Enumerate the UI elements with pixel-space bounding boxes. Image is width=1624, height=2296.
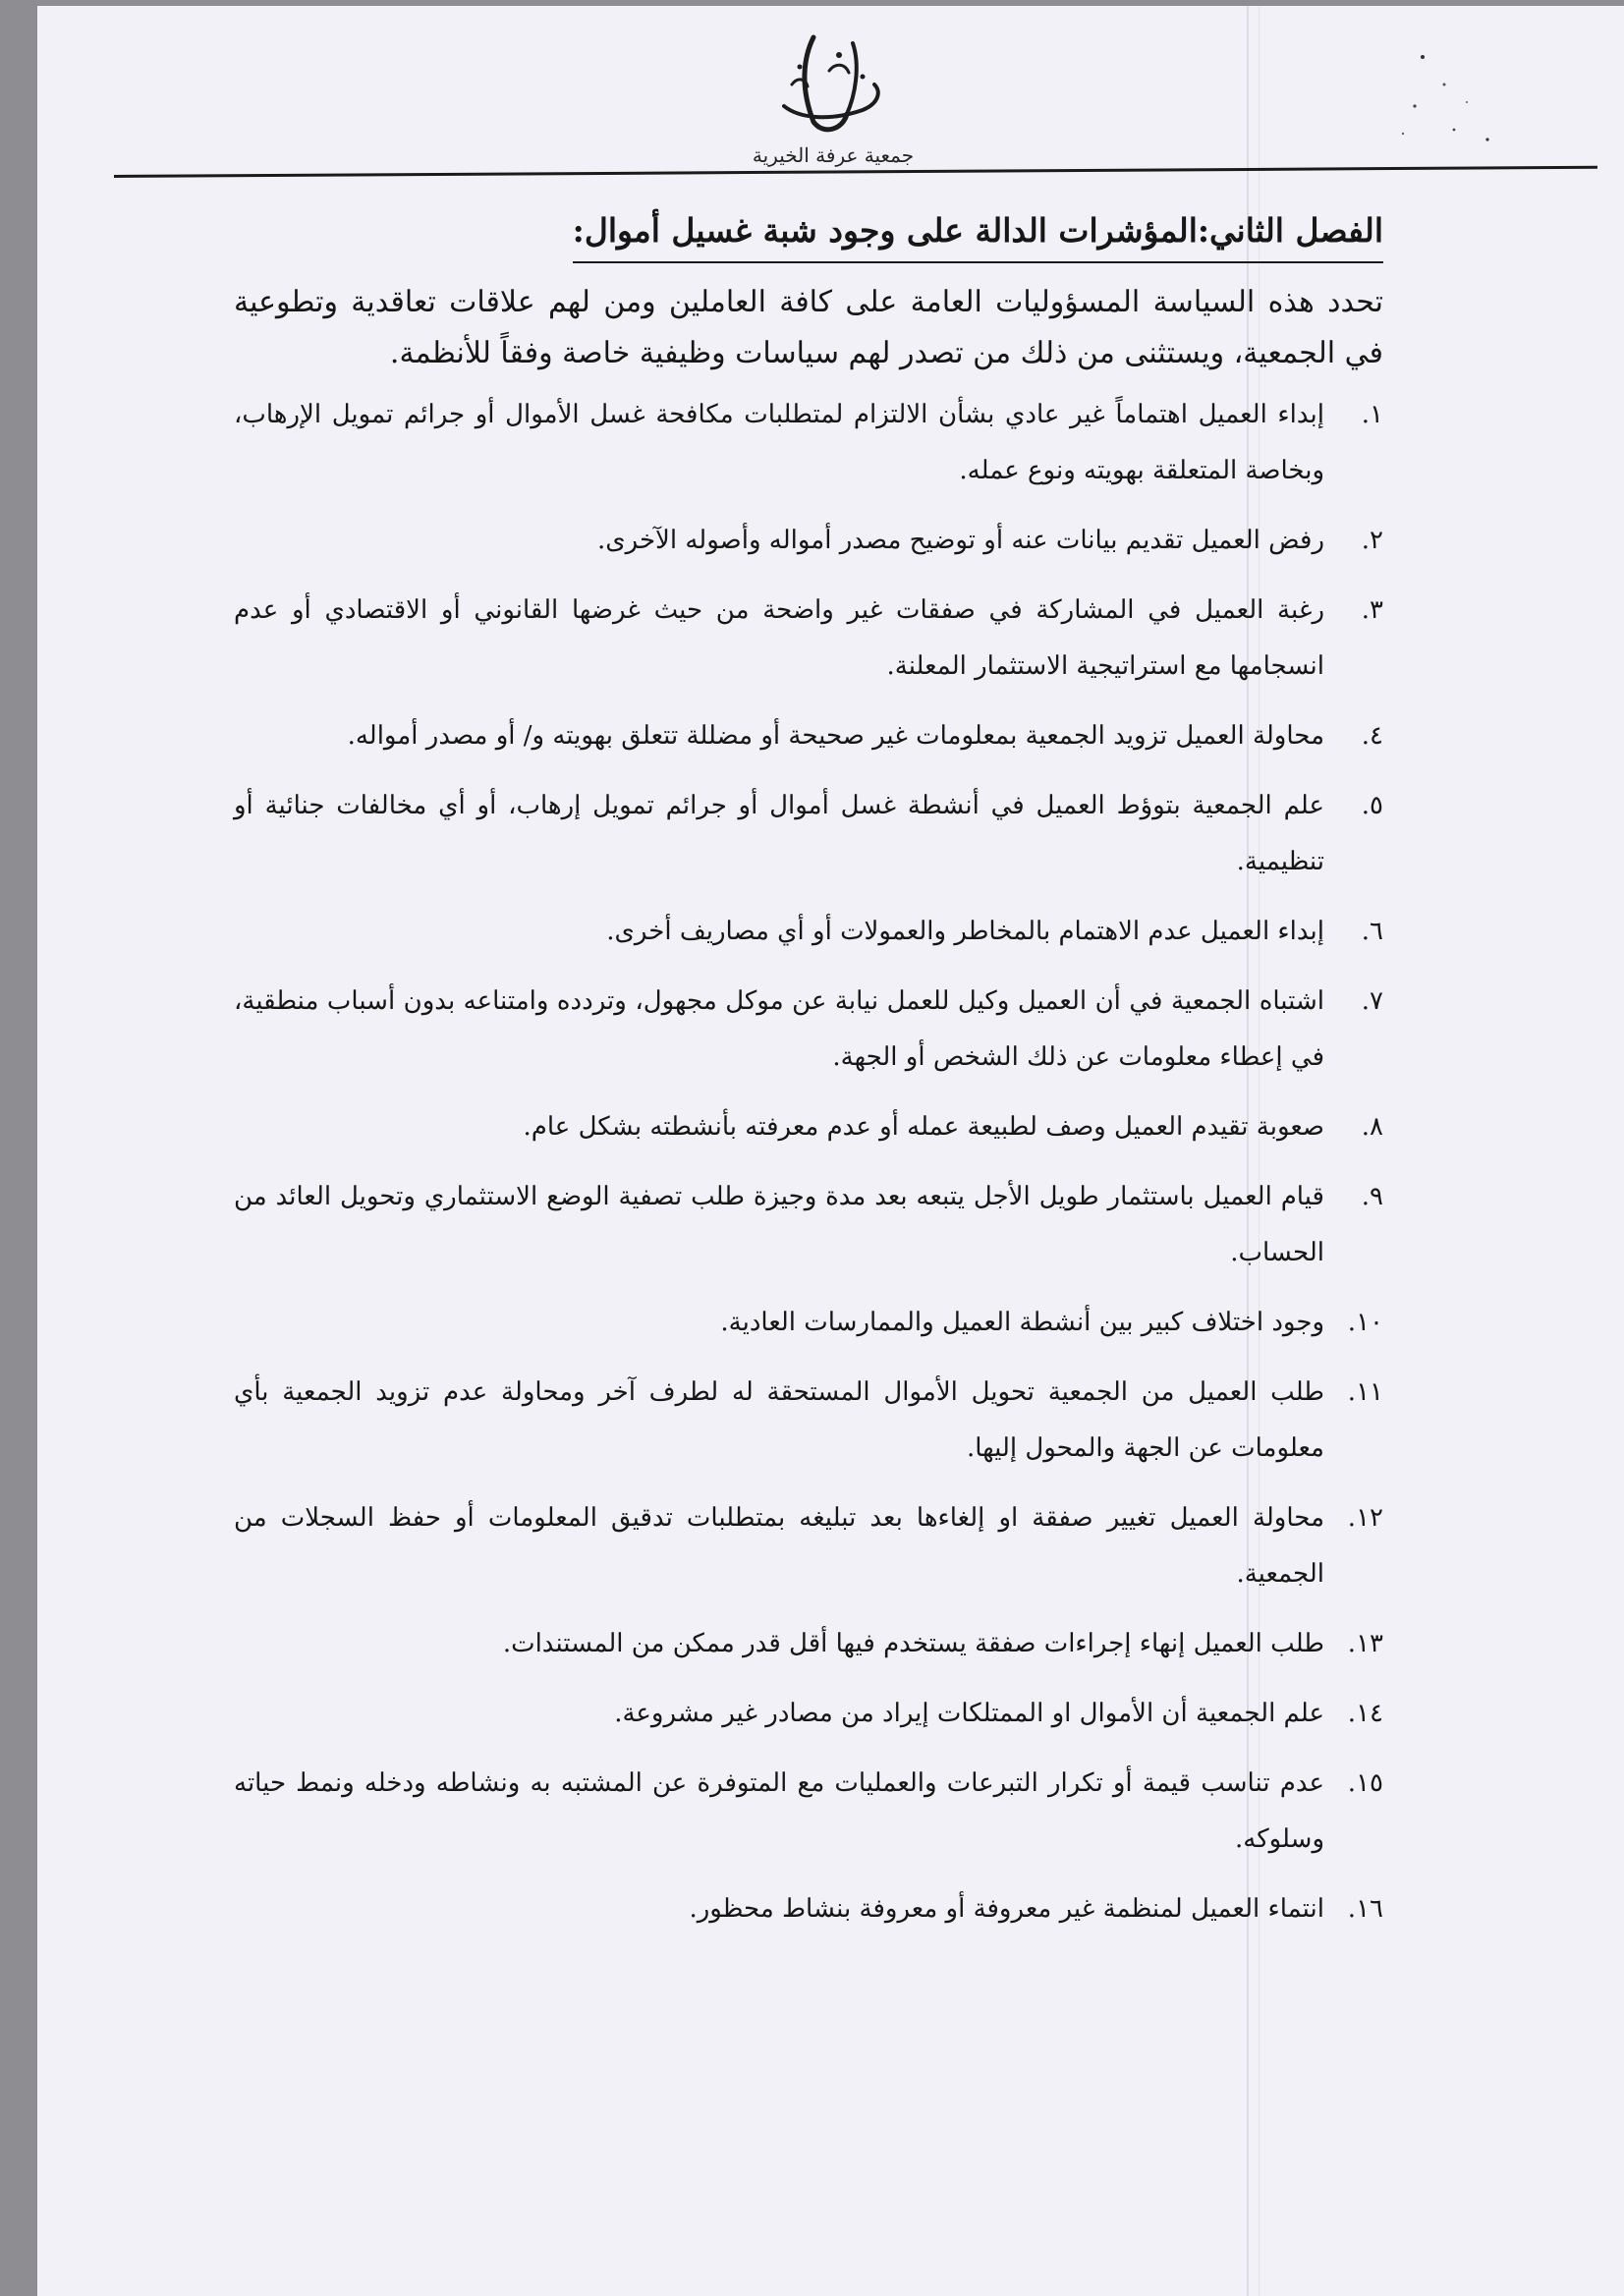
list-item	[234, 974, 1383, 1086]
list-item	[234, 1169, 1383, 1281]
item-text: اشتباه الجمعية في أن العميل وكيل للعمل نيابة عن موكل مجهول، وتردده وامتناعه بدون أسباب منطقية، في إعطاء معلومات عن ذلك الشخص أو الجهة.	[234, 986, 1324, 1072]
list-item	[234, 1616, 1383, 1672]
item-number: ٥.	[1361, 791, 1383, 820]
item-number: ٤.	[1361, 721, 1383, 751]
item-number: ١٦.	[1347, 1894, 1383, 1924]
item-text: علم الجمعية بتوؤط العميل في أنشطة غسل أموال أو جرائم تمويل إرهاب، أو أي مخالفات جنائية أو تنظيمية.	[234, 791, 1324, 876]
item-number: ١٢.	[1347, 1503, 1383, 1533]
list-item	[234, 583, 1383, 695]
scan-specks	[1393, 45, 1511, 163]
item-text: رغبة العميل في المشاركة في صفقات غير واضحة من حيث غرضها القانوني أو الاقتصادي أو عدم انسجامها مع استراتيجية الاستثمار المعلنة.	[234, 595, 1324, 681]
item-number: ١٤.	[1347, 1699, 1383, 1728]
list-item	[234, 513, 1383, 569]
item-number: ٣.	[1361, 595, 1383, 625]
list-item	[234, 1295, 1383, 1351]
calligraphy-logo-icon	[745, 28, 922, 145]
association-logo	[745, 28, 922, 175]
item-number: ٢.	[1361, 526, 1383, 555]
list-item	[234, 1881, 1383, 1937]
item-text: طلب العميل من الجمعية تحويل الأموال المستحقة له لطرف آخر ومحاولة عدم تزويد الجمعية بأي معلومات عن الجهة والمحول إليها.	[234, 1377, 1324, 1463]
item-text: محاولة العميل تزويد الجمعية بمعلومات غير صحيحة أو مضللة تتعلق بهويته و/ أو مصدر أمواله.	[347, 721, 1324, 751]
logo-caption: جمعية عرفة الخيرية	[752, 143, 915, 167]
document-body	[234, 202, 1383, 1951]
item-text: إبداء العميل عدم الاهتمام بالمخاطر والعمولات أو أي مصاريف أخرى.	[606, 917, 1324, 946]
item-number: ١١.	[1347, 1377, 1383, 1407]
list-item	[234, 1365, 1383, 1477]
item-text: صعوبة تقيدم العميل وصف لطبيعة عمله أو عدم معرفته بأنشطته بشكل عام.	[523, 1112, 1324, 1142]
item-number: ١٠.	[1347, 1308, 1383, 1337]
list-item	[234, 778, 1383, 890]
item-number: ٩.	[1361, 1182, 1383, 1211]
document-page	[37, 6, 1624, 2296]
chapter-title: الفصل الثاني:المؤشرات الدالة على وجود شبة غسيل أموال:	[573, 202, 1383, 263]
item-text: طلب العميل إنهاء إجراءات صفقة يستخدم فيها أقل قدر ممكن من المستندات.	[502, 1629, 1324, 1658]
item-text: عدم تناسب قيمة أو تكرار التبرعات والعمليات مع المتوفرة عن المشتبه به ونشاطه ودخله ونمط حياته وسلوكه.	[234, 1768, 1324, 1854]
item-text: إبداء العميل اهتماماً غير عادي بشأن الالتزام لمتطلبات مكافحة غسل الأموال أو جرائم تمويل الإرهاب، وبخاصة المتعلقة بهويته ونوع عمله.	[234, 400, 1324, 485]
item-text: انتماء العميل لمنظمة غير معروفة أو معروفة بنشاط محظور.	[689, 1894, 1324, 1924]
list-item	[234, 904, 1383, 960]
item-number: ١.	[1361, 400, 1383, 429]
list-item	[234, 1099, 1383, 1155]
item-number: ٧.	[1361, 986, 1383, 1016]
item-text: علم الجمعية أن الأموال او الممتلكات إيراد من مصادر غير مشروعة.	[614, 1699, 1324, 1728]
item-text: رفض العميل تقديم بيانات عنه أو توضيح مصدر أمواله وأصوله الآخرى.	[597, 526, 1324, 555]
item-number: ٨.	[1361, 1112, 1383, 1142]
intro-paragraph: تحدد هذه السياسة المسؤوليات العامة على كافة العاملين ومن لهم علاقات تعاقدية وتطوعية في الجمعية، ويستثنى من ذلك من تصدر لهم سياسات وظيفية خاصة وفقاً للأنظمة.	[234, 285, 1383, 370]
item-number: ٦.	[1361, 917, 1383, 946]
item-text: محاولة العميل تغيير صفقة او إلغاءها بعد تبليغه بمتطلبات تدقيق المعلومات أو حفظ السجلات من الجمعية.	[234, 1503, 1324, 1589]
list-item	[234, 1756, 1383, 1868]
item-number: ١٥.	[1347, 1768, 1383, 1798]
indicator-list	[234, 387, 1383, 1937]
item-text: قيام العميل باستثمار طويل الأجل يتبعه بعد مدة وجيزة طلب تصفية الوضع الاستثماري وتحويل العائد من الحساب.	[234, 1182, 1324, 1267]
item-number: ١٣.	[1347, 1629, 1383, 1658]
list-item	[234, 1490, 1383, 1602]
item-text: وجود اختلاف كبير بين أنشطة العميل والممارسات العادية.	[720, 1308, 1324, 1337]
list-item	[234, 708, 1383, 764]
list-item	[234, 1686, 1383, 1742]
list-item	[234, 387, 1383, 499]
